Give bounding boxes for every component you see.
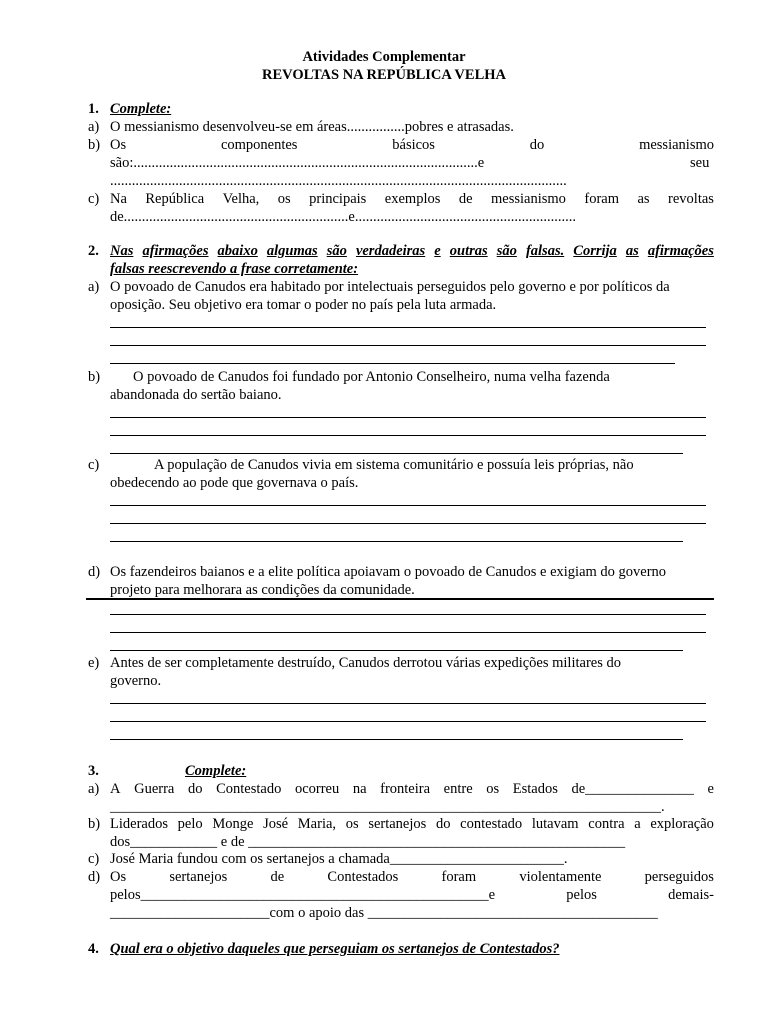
q2-d-line2: projeto para melhorara as condições da comunidade. — [110, 582, 415, 598]
word: violentamente — [519, 869, 602, 885]
word: e — [707, 781, 714, 797]
answer-line — [110, 327, 706, 328]
word: do — [529, 137, 545, 153]
answer-line — [110, 345, 706, 346]
word: foram — [441, 869, 477, 885]
q2-c-line2: obedecendo ao pode que governava o país. — [110, 475, 359, 491]
word: afirmações — [647, 243, 714, 259]
word: Os — [110, 137, 127, 153]
word: pelos________________________________________________e — [110, 887, 496, 903]
word: Os — [110, 869, 127, 885]
q2-a-line1: O povoado de Canudos era habitado por intelectuais perseguidos pelo governo e por políticos da — [110, 279, 670, 295]
word: Guerra — [134, 781, 175, 797]
word: afirmações — [142, 243, 209, 259]
q3-a-marker: a) — [88, 781, 100, 797]
answer-line — [110, 721, 706, 722]
q1-c-marker: c) — [88, 191, 100, 207]
q3-d-line2 — [110, 886, 714, 904]
word: de — [270, 869, 285, 885]
word: de_______________ — [571, 781, 694, 797]
q2-title-line1 — [110, 242, 714, 260]
q2-title-line2: falsas reescrevendo a frase corretamente: — [110, 261, 359, 277]
word: de — [458, 191, 473, 207]
q3-d-line1 — [110, 868, 714, 886]
q2-d-marker: d) — [88, 564, 101, 580]
q2-a-marker: a) — [88, 279, 100, 295]
q1-a-marker: a) — [88, 119, 100, 135]
q3-number: 3. — [88, 763, 99, 779]
q3-a-line1 — [110, 780, 714, 798]
word: lutavam — [531, 816, 579, 832]
q1-c-line2: de..............................................................e............................................................. — [110, 209, 576, 225]
word: os — [277, 191, 291, 207]
answer-line — [110, 614, 706, 615]
q1-b-line2-right: seu — [690, 155, 710, 171]
word: algumas — [266, 243, 318, 259]
word: do — [435, 816, 451, 832]
word: José — [263, 816, 289, 832]
q3-c-text: José Maria fundou com os sertanejos a chamada________________________. — [110, 851, 568, 867]
q2-b-marker: b) — [88, 369, 101, 385]
answer-line — [110, 739, 683, 740]
q2-e-marker: e) — [88, 655, 100, 671]
q1-a-text: O messianismo desenvolveu-se em áreas................pobres e atrasadas. — [110, 119, 514, 135]
answer-line — [110, 541, 683, 542]
word: os — [486, 781, 500, 797]
answer-line — [110, 703, 706, 704]
answer-line — [110, 417, 706, 418]
q3-d-marker: d) — [88, 869, 101, 885]
word: falsas. — [525, 243, 565, 259]
word: verdadeiras — [355, 243, 426, 259]
q2-number: 2. — [88, 243, 99, 259]
q4-number: 4. — [88, 941, 99, 957]
answer-line — [110, 505, 706, 506]
header-title: Atividades Complementar — [302, 49, 466, 65]
word: do — [187, 781, 203, 797]
answer-line — [110, 363, 675, 364]
word: pelos — [566, 887, 597, 903]
q3-b-marker: b) — [88, 816, 101, 832]
q1-b-line2-left: são:...............................................................................................e — [110, 155, 485, 171]
word: exploração — [650, 816, 714, 832]
q3-b-line2: dos____________ e de ____________________________________________________ — [110, 834, 626, 850]
word: sertanejos — [368, 816, 427, 832]
word: outras — [449, 243, 488, 259]
q2-b-line1: O povoado de Canudos foi fundado por Antonio Conselheiro, numa velha fazenda — [133, 369, 610, 385]
q1-b-marker: b) — [88, 137, 101, 153]
q2-c-line1: A população de Canudos vivia em sistema comunitário e possuía leis próprias, não — [154, 457, 634, 473]
answer-line — [110, 650, 683, 651]
word: Liderados — [110, 816, 168, 832]
word: exemplos — [384, 191, 441, 207]
word: pelo — [177, 816, 203, 832]
word: Contestado — [216, 781, 282, 797]
word: componentes — [220, 137, 298, 153]
word: são — [496, 243, 517, 259]
word: principais — [309, 191, 367, 207]
q1-b-line3: .............................................................................................................................. — [110, 173, 567, 189]
word: demais- — [668, 887, 714, 903]
word: os — [345, 816, 359, 832]
q2-d-line1: Os fazendeiros baianos e a elite política apoiavam o povoado de Canudos e exigiam do governo — [110, 564, 667, 580]
word: e — [434, 243, 441, 259]
word: as — [625, 243, 639, 259]
q3-c-marker: c) — [88, 851, 100, 867]
q2-b-line2: abandonada do sertão baiano. — [110, 387, 282, 403]
word: revoltas — [668, 191, 714, 207]
word: na — [352, 781, 367, 797]
word: messianismo — [639, 137, 714, 153]
word: República — [145, 191, 205, 207]
word: ocorreu — [294, 781, 340, 797]
q2-c-marker: c) — [88, 457, 100, 473]
header-subtitle: REVOLTAS NA REPÚBLICA VELHA — [262, 67, 506, 83]
word: abaixo — [217, 243, 258, 259]
q1-number: 1. — [88, 101, 99, 117]
q4-title: Qual era o objetivo daqueles que perseguiam os sertanejos de Contestados? — [110, 941, 560, 957]
answer-line — [110, 632, 706, 633]
word: entre — [443, 781, 473, 797]
word: Estados — [512, 781, 558, 797]
word: Na — [110, 191, 127, 207]
q3-b-line1 — [110, 815, 714, 833]
q3-a-line2: ____________________________________________________________________________. — [110, 799, 665, 815]
word: Corrija — [573, 243, 617, 259]
word: contra — [588, 816, 625, 832]
q3-d-line3: ______________________com o apoio das ________________________________________ — [110, 905, 658, 921]
q1-title: Complete: — [110, 101, 172, 117]
word: Velha, — [222, 191, 260, 207]
word: messianismo — [491, 191, 566, 207]
word: Nas — [110, 243, 134, 259]
q2-e-line2: governo. — [110, 673, 162, 689]
word: contestado — [460, 816, 523, 832]
word: foram — [584, 191, 620, 207]
q3-title: Complete: — [185, 763, 247, 779]
word: são — [326, 243, 347, 259]
word: Monge — [212, 816, 254, 832]
divider-line — [86, 598, 714, 600]
q2-e-line1: Antes de ser completamente destruído, Canudos derrotou várias expedições militares do — [110, 655, 621, 671]
word: perseguidos — [644, 869, 714, 885]
word: as — [637, 191, 650, 207]
q1-c-line1 — [110, 190, 714, 208]
word: básicos — [392, 137, 435, 153]
word: fronteira — [380, 781, 431, 797]
word: A — [110, 781, 121, 797]
word: Contestados — [327, 869, 399, 885]
answer-line — [110, 523, 706, 524]
word: Maria, — [297, 816, 337, 832]
answer-line — [110, 435, 706, 436]
word: a — [634, 816, 641, 832]
q1-b-line1 — [110, 136, 714, 154]
word: sertanejos — [169, 869, 228, 885]
answer-line — [110, 453, 683, 454]
q2-a-line2: oposição. Seu objetivo era tomar o poder no país pela luta armada. — [110, 297, 497, 313]
